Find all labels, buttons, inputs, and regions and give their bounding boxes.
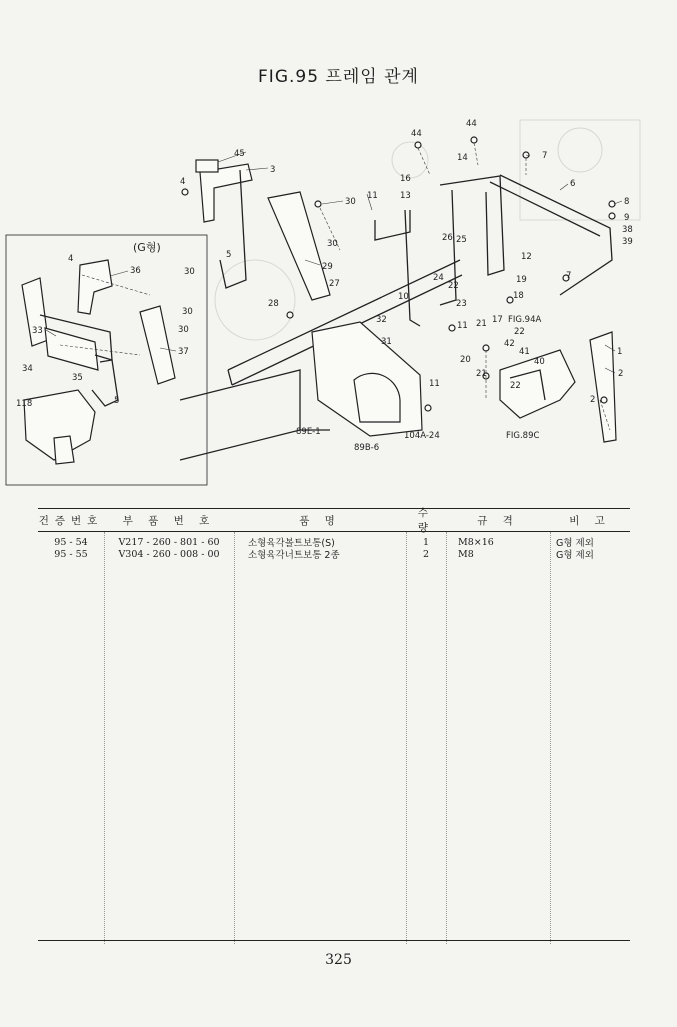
part-label: 13 [400,191,411,201]
inset-label: (G형) [133,241,161,254]
part-label: 25 [456,235,467,245]
part-label: 42 [504,339,515,349]
part-label: 32 [376,315,387,325]
part-label: 14 [457,153,468,163]
part-label: 30 [184,267,195,277]
part-label: 20 [460,355,471,365]
part-label: 4 [180,177,186,187]
column-divider [104,532,105,944]
part-label: 11 [457,321,468,331]
part-label: 118 [16,399,33,409]
part-label: 30 [182,307,193,317]
parts-table [38,508,630,944]
part-label: 18 [513,291,524,301]
part-label: FIG.89C [506,431,540,441]
part-label: 4 [68,254,74,264]
cell-spec: M8×16 [458,536,494,548]
part-label: 17 [492,315,503,325]
g-type-inset [6,235,207,485]
cell-part-number: V217 - 260 - 801 - 60 [118,536,220,548]
part-label: 2 [590,395,596,405]
cell-name: 소형육각너트보통 2종 [248,550,340,561]
page-number: 325 [325,952,352,968]
part-label: 21 [476,369,487,379]
part-label: FIG.94A [508,315,542,325]
header-part-number: 부 품 번 호 [122,514,216,527]
part-label: 30 [327,239,338,249]
cell-qty: 2 [422,548,430,560]
part-label: 104A-24 [404,431,440,441]
part-label: 39 [622,237,633,247]
part-label: 28 [268,299,279,309]
part-label: 7 [566,271,572,281]
cell-ref: 95 - 55 [54,548,88,560]
part-label: 37 [178,347,189,357]
part-label: 24 [433,273,444,283]
cell-ref: 95 - 54 [54,536,88,548]
part-label: 22 [514,327,525,337]
part-label: 29 [322,262,333,272]
part-label: 31 [381,337,392,347]
part-label: 40 [534,357,545,367]
part-label: 11 [429,379,440,389]
header-note: 비 고 [569,514,611,527]
table-rows [38,536,630,560]
cell-name: 소형육각볼트보통(S) [248,538,335,549]
column-divider [550,532,551,944]
bottom-rule [38,940,630,941]
header-name: 품 명 [299,514,341,527]
part-label: 41 [519,347,530,357]
part-label: 23 [456,299,467,309]
cell-qty: 1 [422,536,430,548]
header-ref: 건증번호 [38,514,104,527]
part-label: 26 [442,233,453,243]
part-label: 5 [114,396,120,406]
column-divider [234,532,235,944]
part-label: 35 [72,373,83,383]
part-label: 44 [411,129,422,139]
part-label: 22 [448,281,459,291]
part-label: 10 [398,292,409,302]
part-label: 6 [570,179,576,189]
figure-title: FIG.95 프레임 관계 [258,67,419,87]
table-body [38,532,630,944]
part-label: 30 [178,325,189,335]
exploded-parts-diagram [0,100,677,500]
column-divider [446,532,447,944]
part-label: 89B-6 [354,443,380,453]
frame-assembly-drawing [0,100,677,500]
header-qty: 수 량 [417,507,435,534]
part-label: 11 [367,191,378,201]
part-label: 9 [624,213,630,223]
part-label: 2 [618,369,624,379]
part-label: 1 [617,347,623,357]
part-label: 34 [22,364,33,374]
part-label: 89E-1 [296,427,321,437]
part-label: 16 [400,174,411,184]
cell-part-number: V304 - 260 - 008 - 00 [118,548,220,560]
part-label: 3 [270,165,276,175]
part-label: 7 [542,151,548,161]
cell-spec: M8 [458,548,474,560]
part-label: 19 [516,275,527,285]
table-row [38,548,630,560]
part-label: 8 [624,197,630,207]
cell-note: G형 제외 [556,538,594,549]
table-header [38,508,630,532]
part-label: 30 [345,197,356,207]
part-label: 38 [622,225,633,235]
part-label: 44 [466,119,477,129]
part-label: 22 [510,381,521,391]
part-label: 12 [521,252,532,262]
column-divider [406,532,407,944]
part-label: 27 [329,279,340,289]
cell-note: G형 제외 [556,550,594,561]
part-label: 33 [32,326,43,336]
header-spec: 규 격 [477,514,519,527]
part-label: 21 [476,319,487,329]
part-label: 36 [130,266,141,276]
part-label: 5 [226,250,232,260]
part-label: 45 [234,149,245,159]
